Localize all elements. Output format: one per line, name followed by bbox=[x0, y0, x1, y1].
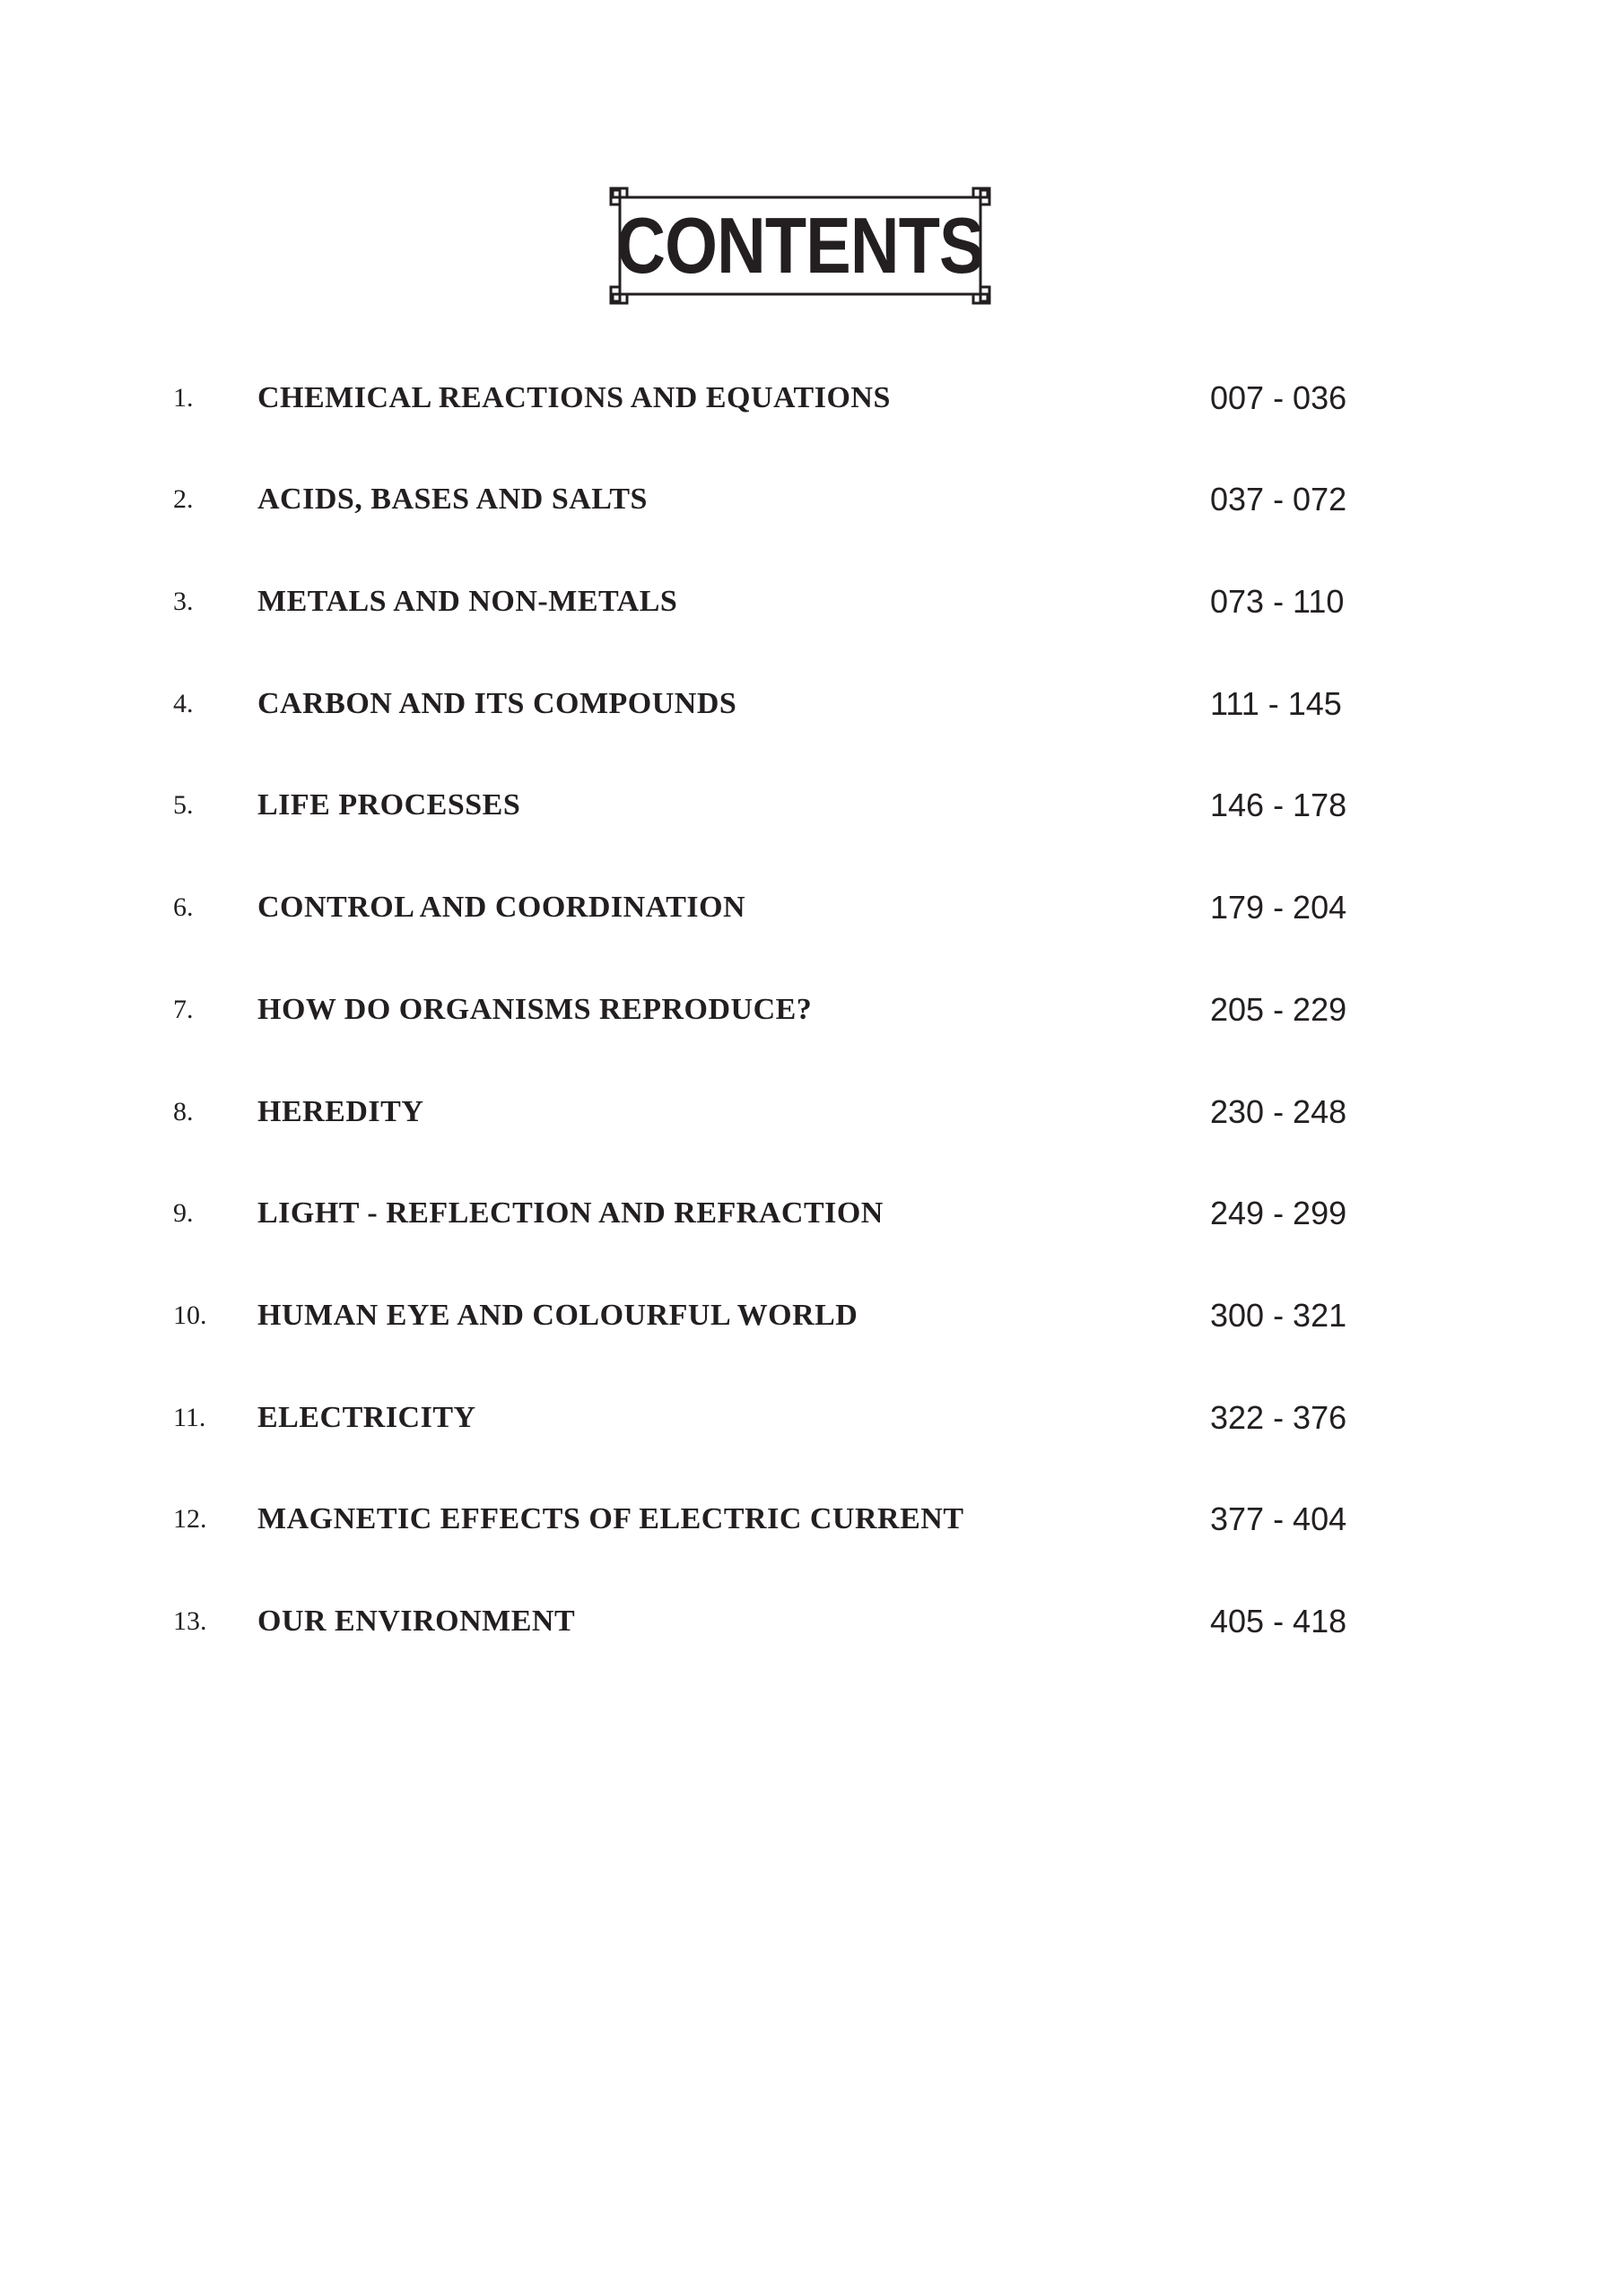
chapter-number: 11. bbox=[173, 1403, 206, 1432]
toc-row[interactable] bbox=[0, 371, 1603, 425]
chapter-number: 6. bbox=[173, 892, 194, 922]
chapter-title[interactable]: ACIDS, BASES AND SALTS bbox=[257, 483, 648, 516]
chapter-number: 13. bbox=[173, 1606, 207, 1636]
chapter-title[interactable]: OUR ENVIRONMENT bbox=[257, 1605, 576, 1638]
chapter-number: 1. bbox=[173, 383, 194, 413]
chapter-number: 10. bbox=[173, 1300, 207, 1330]
toc-row[interactable] bbox=[0, 778, 1603, 832]
chapter-number: 7. bbox=[173, 995, 194, 1024]
chapter-title[interactable]: CHEMICAL REACTIONS AND EQUATIONS bbox=[257, 381, 891, 414]
chapter-title[interactable]: HUMAN EYE AND COLOURFUL WORLD bbox=[257, 1299, 858, 1332]
chapter-number: 5. bbox=[173, 790, 194, 820]
chapter-title[interactable]: LIFE PROCESSES bbox=[257, 788, 521, 822]
page-range: 249 - 299 bbox=[1210, 1195, 1347, 1231]
chapter-number: 4. bbox=[173, 689, 194, 718]
page-range: 179 - 204 bbox=[1210, 889, 1347, 926]
toc-row[interactable] bbox=[0, 575, 1603, 629]
contents-heading bbox=[607, 185, 993, 307]
page-range: 037 - 072 bbox=[1210, 481, 1347, 517]
chapter-number: 12. bbox=[173, 1504, 207, 1534]
toc-row[interactable] bbox=[0, 677, 1603, 731]
chapter-title[interactable]: CONTROL AND COORDINATION bbox=[257, 891, 746, 924]
toc-row[interactable] bbox=[0, 1595, 1603, 1648]
toc-row[interactable] bbox=[0, 1187, 1603, 1240]
chapter-number: 8. bbox=[173, 1097, 194, 1126]
toc-row[interactable] bbox=[0, 881, 1603, 935]
chapter-title[interactable]: LIGHT - REFLECTION AND REFRACTION bbox=[257, 1196, 884, 1230]
page-range: 322 - 376 bbox=[1210, 1399, 1347, 1436]
chapter-title[interactable]: HOW DO ORGANISMS REPRODUCE? bbox=[257, 993, 813, 1026]
page-range: 377 - 404 bbox=[1210, 1500, 1347, 1537]
page-range: 230 - 248 bbox=[1210, 1093, 1347, 1130]
toc-row[interactable] bbox=[0, 983, 1603, 1037]
chapter-title[interactable]: METALS AND NON-METALS bbox=[257, 585, 678, 618]
toc-row[interactable] bbox=[0, 1085, 1603, 1139]
page-range: 073 - 110 bbox=[1210, 583, 1345, 620]
chapter-title[interactable]: MAGNETIC EFFECTS OF ELECTRIC CURRENT bbox=[257, 1502, 964, 1535]
chapter-number: 9. bbox=[173, 1198, 194, 1228]
page-range: 146 - 178 bbox=[1210, 787, 1347, 823]
toc-row[interactable] bbox=[0, 1492, 1603, 1546]
chapter-title[interactable]: ELECTRICITY bbox=[257, 1401, 476, 1434]
chapter-number: 2. bbox=[173, 484, 194, 514]
chapter-number: 3. bbox=[173, 587, 194, 616]
page-title: CONTENTS bbox=[616, 201, 984, 290]
page-range: 111 - 145 bbox=[1210, 685, 1342, 722]
page-range: 300 - 321 bbox=[1210, 1297, 1347, 1334]
toc-row[interactable] bbox=[0, 473, 1603, 526]
chapter-title[interactable]: CARBON AND ITS COMPOUNDS bbox=[257, 687, 737, 720]
toc-row[interactable] bbox=[0, 1391, 1603, 1445]
chapter-title[interactable]: HEREDITY bbox=[257, 1095, 424, 1128]
page-range: 007 - 036 bbox=[1210, 379, 1347, 416]
page-range: 405 - 418 bbox=[1210, 1603, 1347, 1639]
page-range: 205 - 229 bbox=[1210, 991, 1347, 1028]
toc-row[interactable] bbox=[0, 1289, 1603, 1343]
